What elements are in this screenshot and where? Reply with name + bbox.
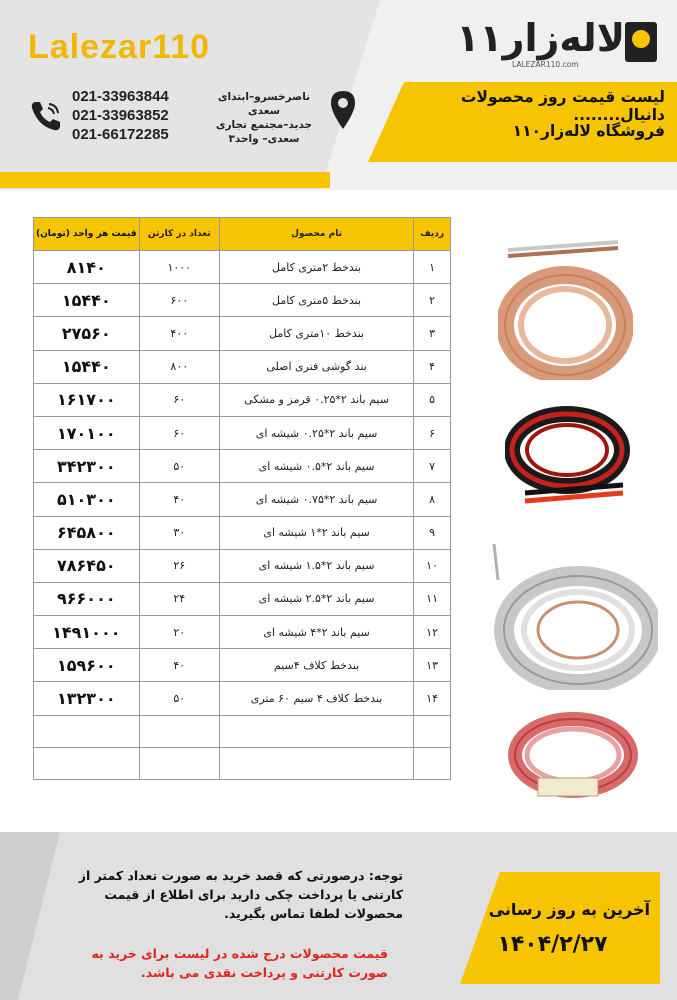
purchase-note: توجه: درصورتی که قصد خرید به صورت تعداد کمتر از کارتنی یا پرداخت چکی دارید برای اطلاع از قیمت محصولات لطفا تماس بگیرید. xyxy=(78,868,403,921)
row-unit-price: ۲۷۵۶۰ xyxy=(34,317,140,350)
header-product-name: نام محصول xyxy=(219,218,413,251)
row-unit-price: ۱۶۱۷۰۰ xyxy=(34,383,140,416)
row-carton-qty: ۲۶ xyxy=(139,549,219,582)
table-row xyxy=(34,383,451,416)
table-row xyxy=(34,450,451,483)
row-carton-qty: ۳۰ xyxy=(139,516,219,549)
row-carton-qty: ۵۰ xyxy=(139,450,219,483)
header-index: ردیف xyxy=(414,218,451,251)
table-header-row xyxy=(34,218,451,251)
row-index: ۹ xyxy=(414,516,451,549)
phone-number-2[interactable]: 021-33963852 xyxy=(72,107,169,124)
row-index: ۷ xyxy=(414,450,451,483)
row-unit-price: ۸۱۴۰ xyxy=(34,251,140,284)
table-row xyxy=(34,317,451,350)
row-product-name: بندخط ۵متری کامل xyxy=(219,284,413,317)
row-carton-qty: ۱۰۰۰ xyxy=(139,251,219,284)
row-product-name: بندخط ۲متری کامل xyxy=(219,251,413,284)
phone-number-1[interactable]: 021-33963844 xyxy=(72,88,169,105)
phone-number-3[interactable]: 021-66172285 xyxy=(72,126,169,143)
row-index: ۴ xyxy=(414,350,451,383)
row-carton-qty: ۲۴ xyxy=(139,582,219,615)
brand-name: Lalezar110 xyxy=(28,28,211,66)
table-row xyxy=(34,416,451,449)
row-product-name: سیم باند ۲*۰.۵ شیشه ای xyxy=(219,450,413,483)
row-unit-price: ۶۴۵۸۰۰ xyxy=(34,516,140,549)
row-product-name: بندخط ۱۰متری کامل xyxy=(219,317,413,350)
table-row xyxy=(34,284,451,317)
row-index: ۱۰ xyxy=(414,549,451,582)
row-product-name: بندخط کلاف ۴ سیم ۶۰ متری xyxy=(219,682,413,715)
row-product-name: سیم باند ۲*۴ شیشه ای xyxy=(219,616,413,649)
row-carton-qty: ۵۰ xyxy=(139,682,219,715)
empty-cell xyxy=(414,747,451,779)
row-index: ۵ xyxy=(414,383,451,416)
row-unit-price: ۷۸۶۴۵۰ xyxy=(34,549,140,582)
row-unit-price: ۹۶۶۰۰۰ xyxy=(34,582,140,615)
store-address xyxy=(205,90,323,146)
cash-carton-note: قیمت محصولات درج شده در لیست برای خرید به صورت کارتنی و پرداخت نقدی می باشد. xyxy=(91,946,388,980)
row-index: ۲ xyxy=(414,284,451,317)
table-row xyxy=(34,649,451,682)
table-row xyxy=(34,616,451,649)
row-index: ۶ xyxy=(414,416,451,449)
row-unit-price: ۱۵۴۴۰ xyxy=(34,350,140,383)
row-unit-price: ۱۵۹۶۰۰ xyxy=(34,649,140,682)
empty-table-row xyxy=(34,715,451,747)
last-update-label: آخرین به روز رسانی xyxy=(488,900,650,919)
row-product-name: سیم باند ۲*۰.۷۵ شیشه ای xyxy=(219,483,413,516)
empty-cell xyxy=(139,747,219,779)
cable-spool-image-2 xyxy=(505,405,630,515)
row-index: ۱ xyxy=(414,251,451,284)
table-body xyxy=(34,251,451,780)
lalezar-logo-icon xyxy=(625,22,657,62)
empty-cell xyxy=(414,715,451,747)
row-carton-qty: ۴۰۰ xyxy=(139,317,219,350)
row-carton-qty: ۴۰ xyxy=(139,483,219,516)
row-product-name: بندخط کلاف ۴سیم xyxy=(219,649,413,682)
table-row xyxy=(34,350,451,383)
cable-spool-image-3 xyxy=(488,540,658,690)
header-unit-price: قیمت هر واحد (تومان) xyxy=(34,218,140,251)
table-row xyxy=(34,549,451,582)
row-index: ۳ xyxy=(414,317,451,350)
cable-spool-image-1 xyxy=(498,230,633,380)
empty-cell xyxy=(34,747,140,779)
row-product-name: سیم باند ۲*۰.۲۵ قرمز و مشکی xyxy=(219,383,413,416)
table-row xyxy=(34,483,451,516)
empty-table-row xyxy=(34,747,451,779)
row-index: ۱۳ xyxy=(414,649,451,682)
empty-cell xyxy=(219,715,413,747)
row-product-name: سیم باند ۲*۱ شیشه ای xyxy=(219,516,413,549)
row-unit-price: ۱۳۲۳۰۰ xyxy=(34,682,140,715)
row-index: ۸ xyxy=(414,483,451,516)
row-carton-qty: ۶۰ xyxy=(139,383,219,416)
row-unit-price: ۱۷۰۱۰۰ xyxy=(34,416,140,449)
row-unit-price: ۳۴۲۳۰۰ xyxy=(34,450,140,483)
row-carton-qty: ۶۰ xyxy=(139,416,219,449)
row-carton-qty: ۴۰ xyxy=(139,649,219,682)
address-line-3: سعدی– واحد۳ xyxy=(228,133,300,145)
address-line-2: جدید–مجتمع تجاری xyxy=(215,119,313,131)
row-carton-qty: ۲۰ xyxy=(139,616,219,649)
row-index: ۱۲ xyxy=(414,616,451,649)
table-row xyxy=(34,582,451,615)
phone-icon xyxy=(28,98,64,134)
logo-url: LALEZAR110.com xyxy=(512,60,579,69)
cable-spool-image-4 xyxy=(508,710,638,810)
page-title: لیست قیمت روز محصولات دانیال........ xyxy=(460,88,665,124)
empty-cell xyxy=(34,715,140,747)
last-update-date: ۱۴۰۴/۲/۲۷ xyxy=(497,932,608,957)
address-line-1: ناصرخسرو–ابتدای سعدی xyxy=(217,91,311,117)
table-row xyxy=(34,251,451,284)
row-index: ۱۴ xyxy=(414,682,451,715)
row-index: ۱۱ xyxy=(414,582,451,615)
row-unit-price: ۱۴۹۱۰۰۰ xyxy=(34,616,140,649)
header-accent-bar xyxy=(0,172,330,188)
row-unit-price: ۵۱۰۳۰۰ xyxy=(34,483,140,516)
page-subtitle: فروشگاه لاله‌زار۱۱۰ xyxy=(512,122,665,140)
logo-wordmark: لاله‌زار۱۱ xyxy=(456,16,625,60)
row-unit-price: ۱۵۴۴۰ xyxy=(34,284,140,317)
row-product-name: سیم باند ۲*۲.۵ شیشه ای xyxy=(219,582,413,615)
location-pin-icon xyxy=(330,90,356,130)
price-table xyxy=(33,217,451,780)
header-carton-qty: تعداد در کارتن xyxy=(139,218,219,251)
row-product-name: سیم باند ۲*۱.۵ شیشه ای xyxy=(219,549,413,582)
table-row xyxy=(34,516,451,549)
row-carton-qty: ۸۰۰ xyxy=(139,350,219,383)
empty-cell xyxy=(139,715,219,747)
row-carton-qty: ۶۰۰ xyxy=(139,284,219,317)
row-product-name: سیم باند ۲*۰.۲۵ شیشه ای xyxy=(219,416,413,449)
empty-cell xyxy=(219,747,413,779)
row-product-name: بند گوشی فنری اصلی xyxy=(219,350,413,383)
table-row xyxy=(34,682,451,715)
